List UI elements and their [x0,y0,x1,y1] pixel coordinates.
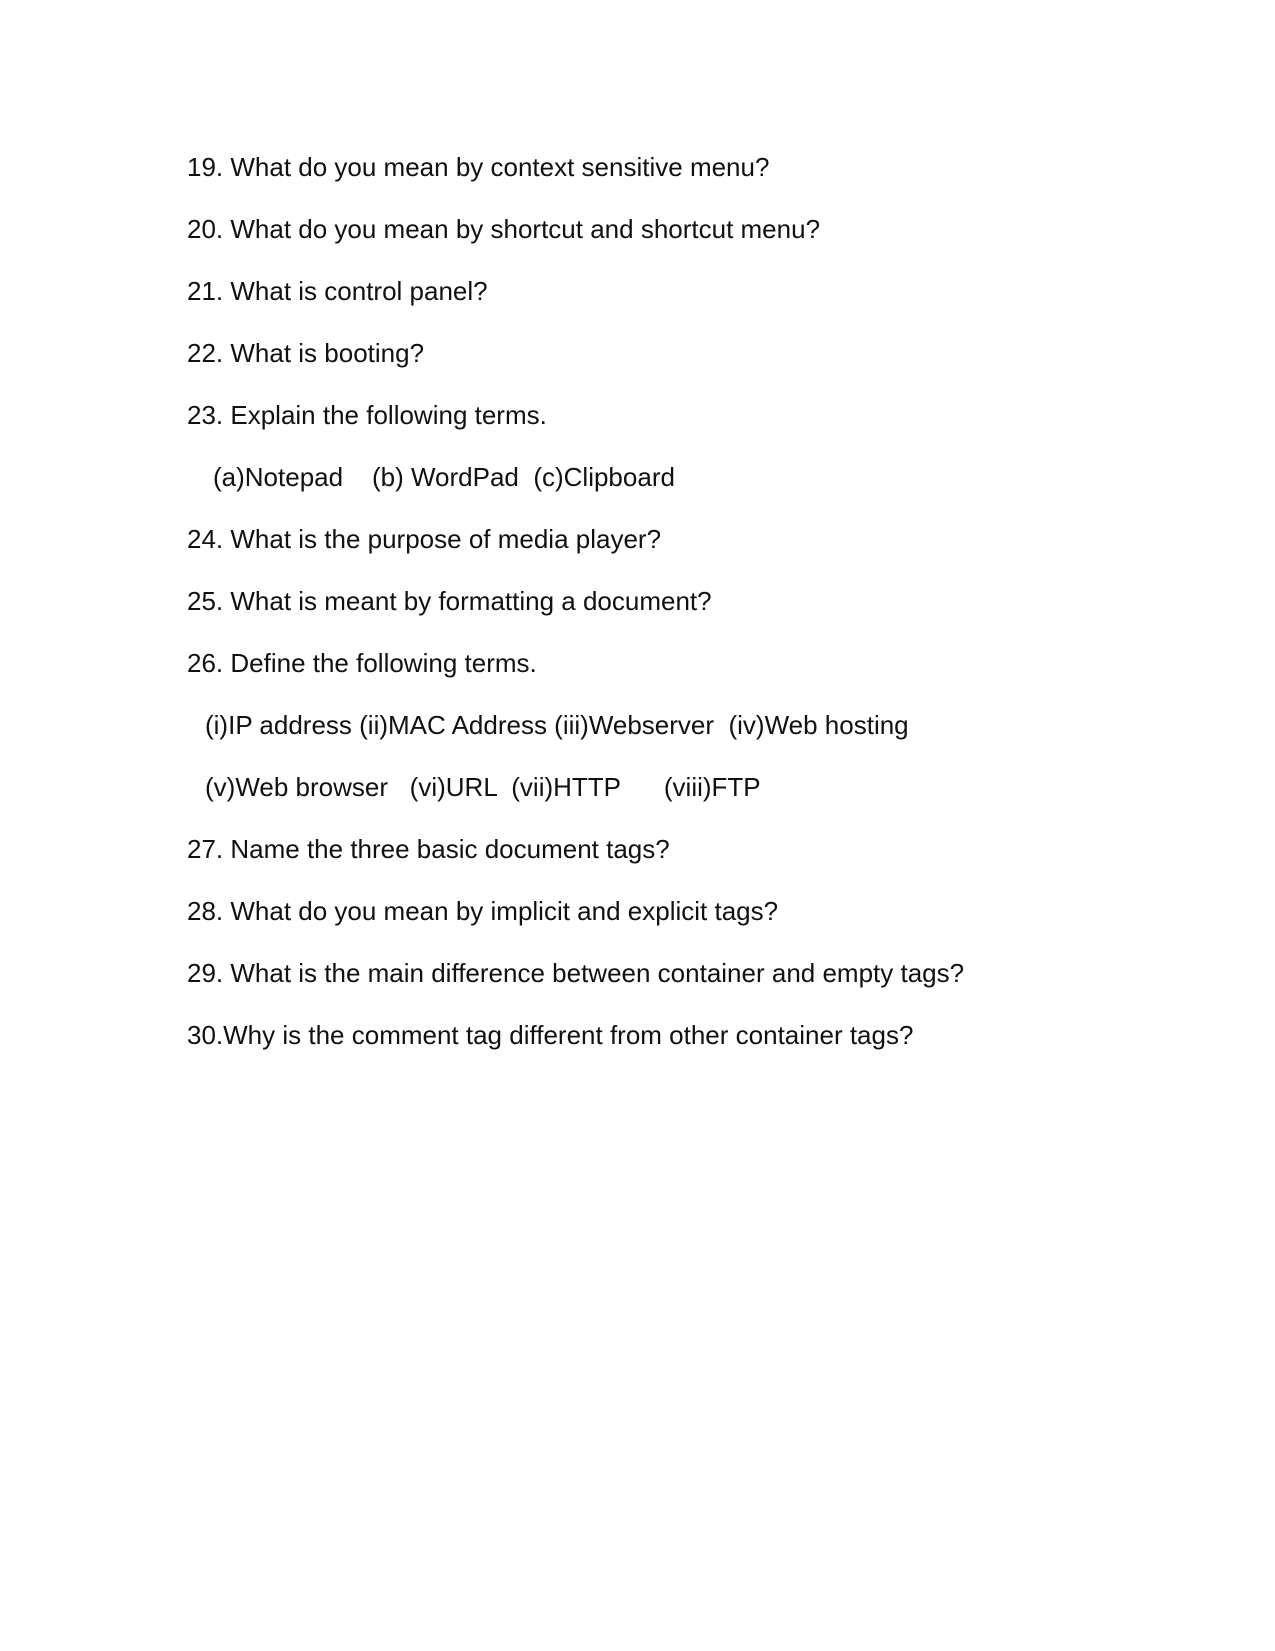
question-25: 25. What is meant by formatting a document? [187,586,712,616]
question-26-terms-2: (v)Web browser (vi)URL (vii)HTTP (viii)FTP [205,772,761,802]
question-23: 23. Explain the following terms. [187,400,547,430]
question-30: 30.Why is the comment tag different from other container tags? [187,1020,914,1050]
question-23-terms: (a)Notepad (b) WordPad (c)Clipboard [213,462,675,492]
question-28: 28. What do you mean by implicit and explicit tags? [187,896,779,926]
question-22: 22. What is booting? [187,338,425,368]
question-27: 27. Name the three basic document tags? [187,834,670,864]
question-21: 21. What is control panel? [187,276,488,306]
question-29: 29. What is the main difference between container and empty tags? [187,958,965,988]
question-26-terms-1: (i)IP address (ii)MAC Address (iii)Webserver (iv)Web hosting [205,710,909,740]
question-24: 24. What is the purpose of media player? [187,524,662,554]
question-19: 19. What do you mean by context sensitive menu? [187,152,770,182]
question-26: 26. Define the following terms. [187,648,537,678]
question-20: 20. What do you mean by shortcut and shortcut menu? [187,214,821,244]
